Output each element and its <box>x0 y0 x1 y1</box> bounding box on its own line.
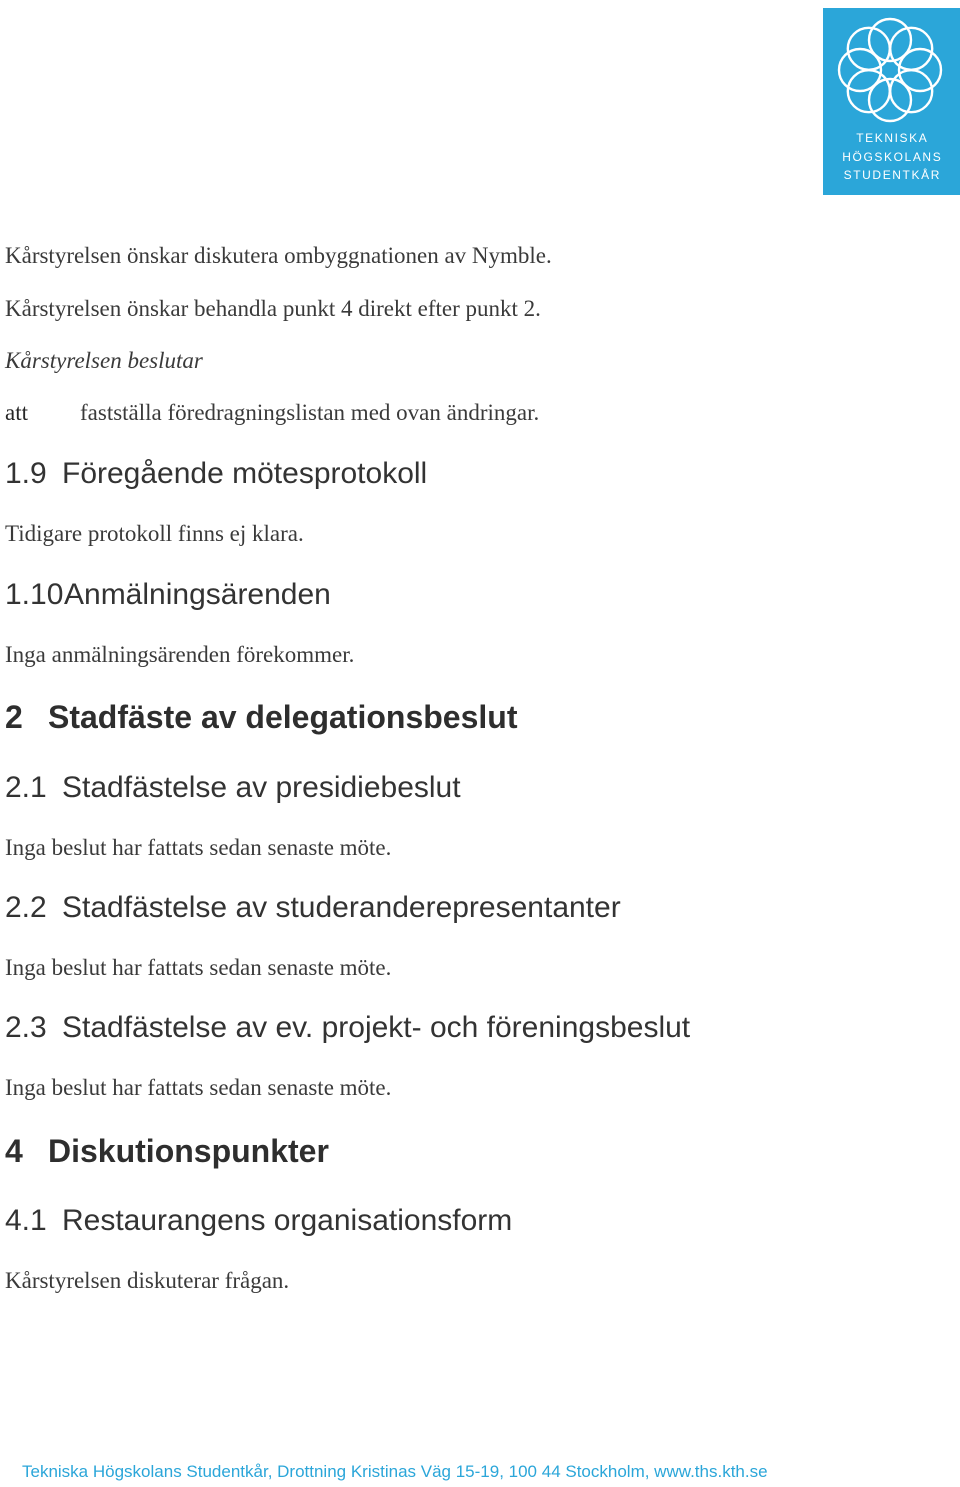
decision-lead <box>0 347 900 375</box>
section-heading-2-1 <box>0 770 900 806</box>
section-number: 2.3 <box>5 1011 47 1044</box>
decision-label: att <box>5 400 28 425</box>
paragraph-text: Kårstyrelsen diskuterar frågan. <box>5 1268 290 1293</box>
section-title: Anmälningsärenden <box>64 578 331 611</box>
section-number: 2.2 <box>5 891 47 924</box>
intro-paragraph-1 <box>0 242 900 270</box>
section-text-4-1 <box>0 1267 900 1295</box>
logo-line-studentkar: STUDENTKÅR <box>843 168 941 182</box>
page-footer: Tekniska Högskolans Studentkår, Drottning Kristinas Väg 15-19, 100 44 Stockholm, www.ths.kth.se <box>22 1462 768 1481</box>
chapter-number: 2 <box>5 699 23 735</box>
section-number: 2.1 <box>5 771 47 804</box>
paragraph-text: Kårstyrelsen önskar behandla punkt 4 direkt efter punkt 2. <box>5 296 541 321</box>
chapter-title: Stadfäste av delegationsbeslut <box>48 699 518 735</box>
intro-paragraph-2 <box>0 295 900 323</box>
section-heading-2-3 <box>0 1010 900 1046</box>
section-number: 1.10 <box>5 578 64 611</box>
section-title: Stadfästelse av presidiebeslut <box>62 771 461 804</box>
paragraph-text: Inga beslut har fattats sedan senaste möte. <box>5 955 392 980</box>
ths-logo <box>823 8 960 195</box>
paragraph-text: Tidigare protokoll finns ej klara. <box>5 521 304 546</box>
section-title: Stadfästelse av ev. projekt- och föreningsbeslut <box>62 1011 691 1044</box>
interlocking-rings-icon <box>823 8 960 128</box>
section-heading-2-2 <box>0 890 900 926</box>
logo-line-tekniska: TEKNISKA <box>856 131 929 145</box>
section-text-1-9 <box>0 520 900 548</box>
paragraph-text: Kårstyrelsen önskar diskutera ombyggnationen av Nymble. <box>5 243 552 268</box>
decision-text: fastställa föredragningslistan med ovan ändringar. <box>80 400 540 425</box>
chapter-heading-4 <box>0 1132 900 1170</box>
section-heading-1-9 <box>0 456 900 492</box>
section-title: Föregående mötesprotokoll <box>62 457 428 490</box>
section-text-1-10 <box>0 641 900 669</box>
chapter-number: 4 <box>5 1133 23 1169</box>
section-heading-1-10 <box>0 577 900 613</box>
paragraph-text: Inga anmälningsärenden förekommer. <box>5 642 355 667</box>
decision-lead-text: Kårstyrelsen beslutar <box>5 348 203 373</box>
logo-line-hogskolans: HÖGSKOLANS <box>842 149 943 164</box>
section-text-2-2 <box>0 954 900 982</box>
section-number: 4.1 <box>5 1204 47 1237</box>
decision-line <box>0 399 900 427</box>
section-heading-4-1 <box>0 1203 900 1239</box>
chapter-title: Diskutionspunkter <box>48 1133 329 1169</box>
chapter-heading-2 <box>0 698 900 736</box>
section-title: Stadfästelse av studeranderepresentanter <box>62 891 621 924</box>
section-number: 1.9 <box>5 457 47 490</box>
paragraph-text: Inga beslut har fattats sedan senaste möte. <box>5 835 392 860</box>
section-text-2-3 <box>0 1074 900 1102</box>
section-title: Restaurangens organisationsform <box>62 1204 513 1237</box>
logo-wordmark <box>823 129 960 185</box>
section-text-2-1 <box>0 834 900 862</box>
paragraph-text: Inga beslut har fattats sedan senaste möte. <box>5 1075 392 1100</box>
